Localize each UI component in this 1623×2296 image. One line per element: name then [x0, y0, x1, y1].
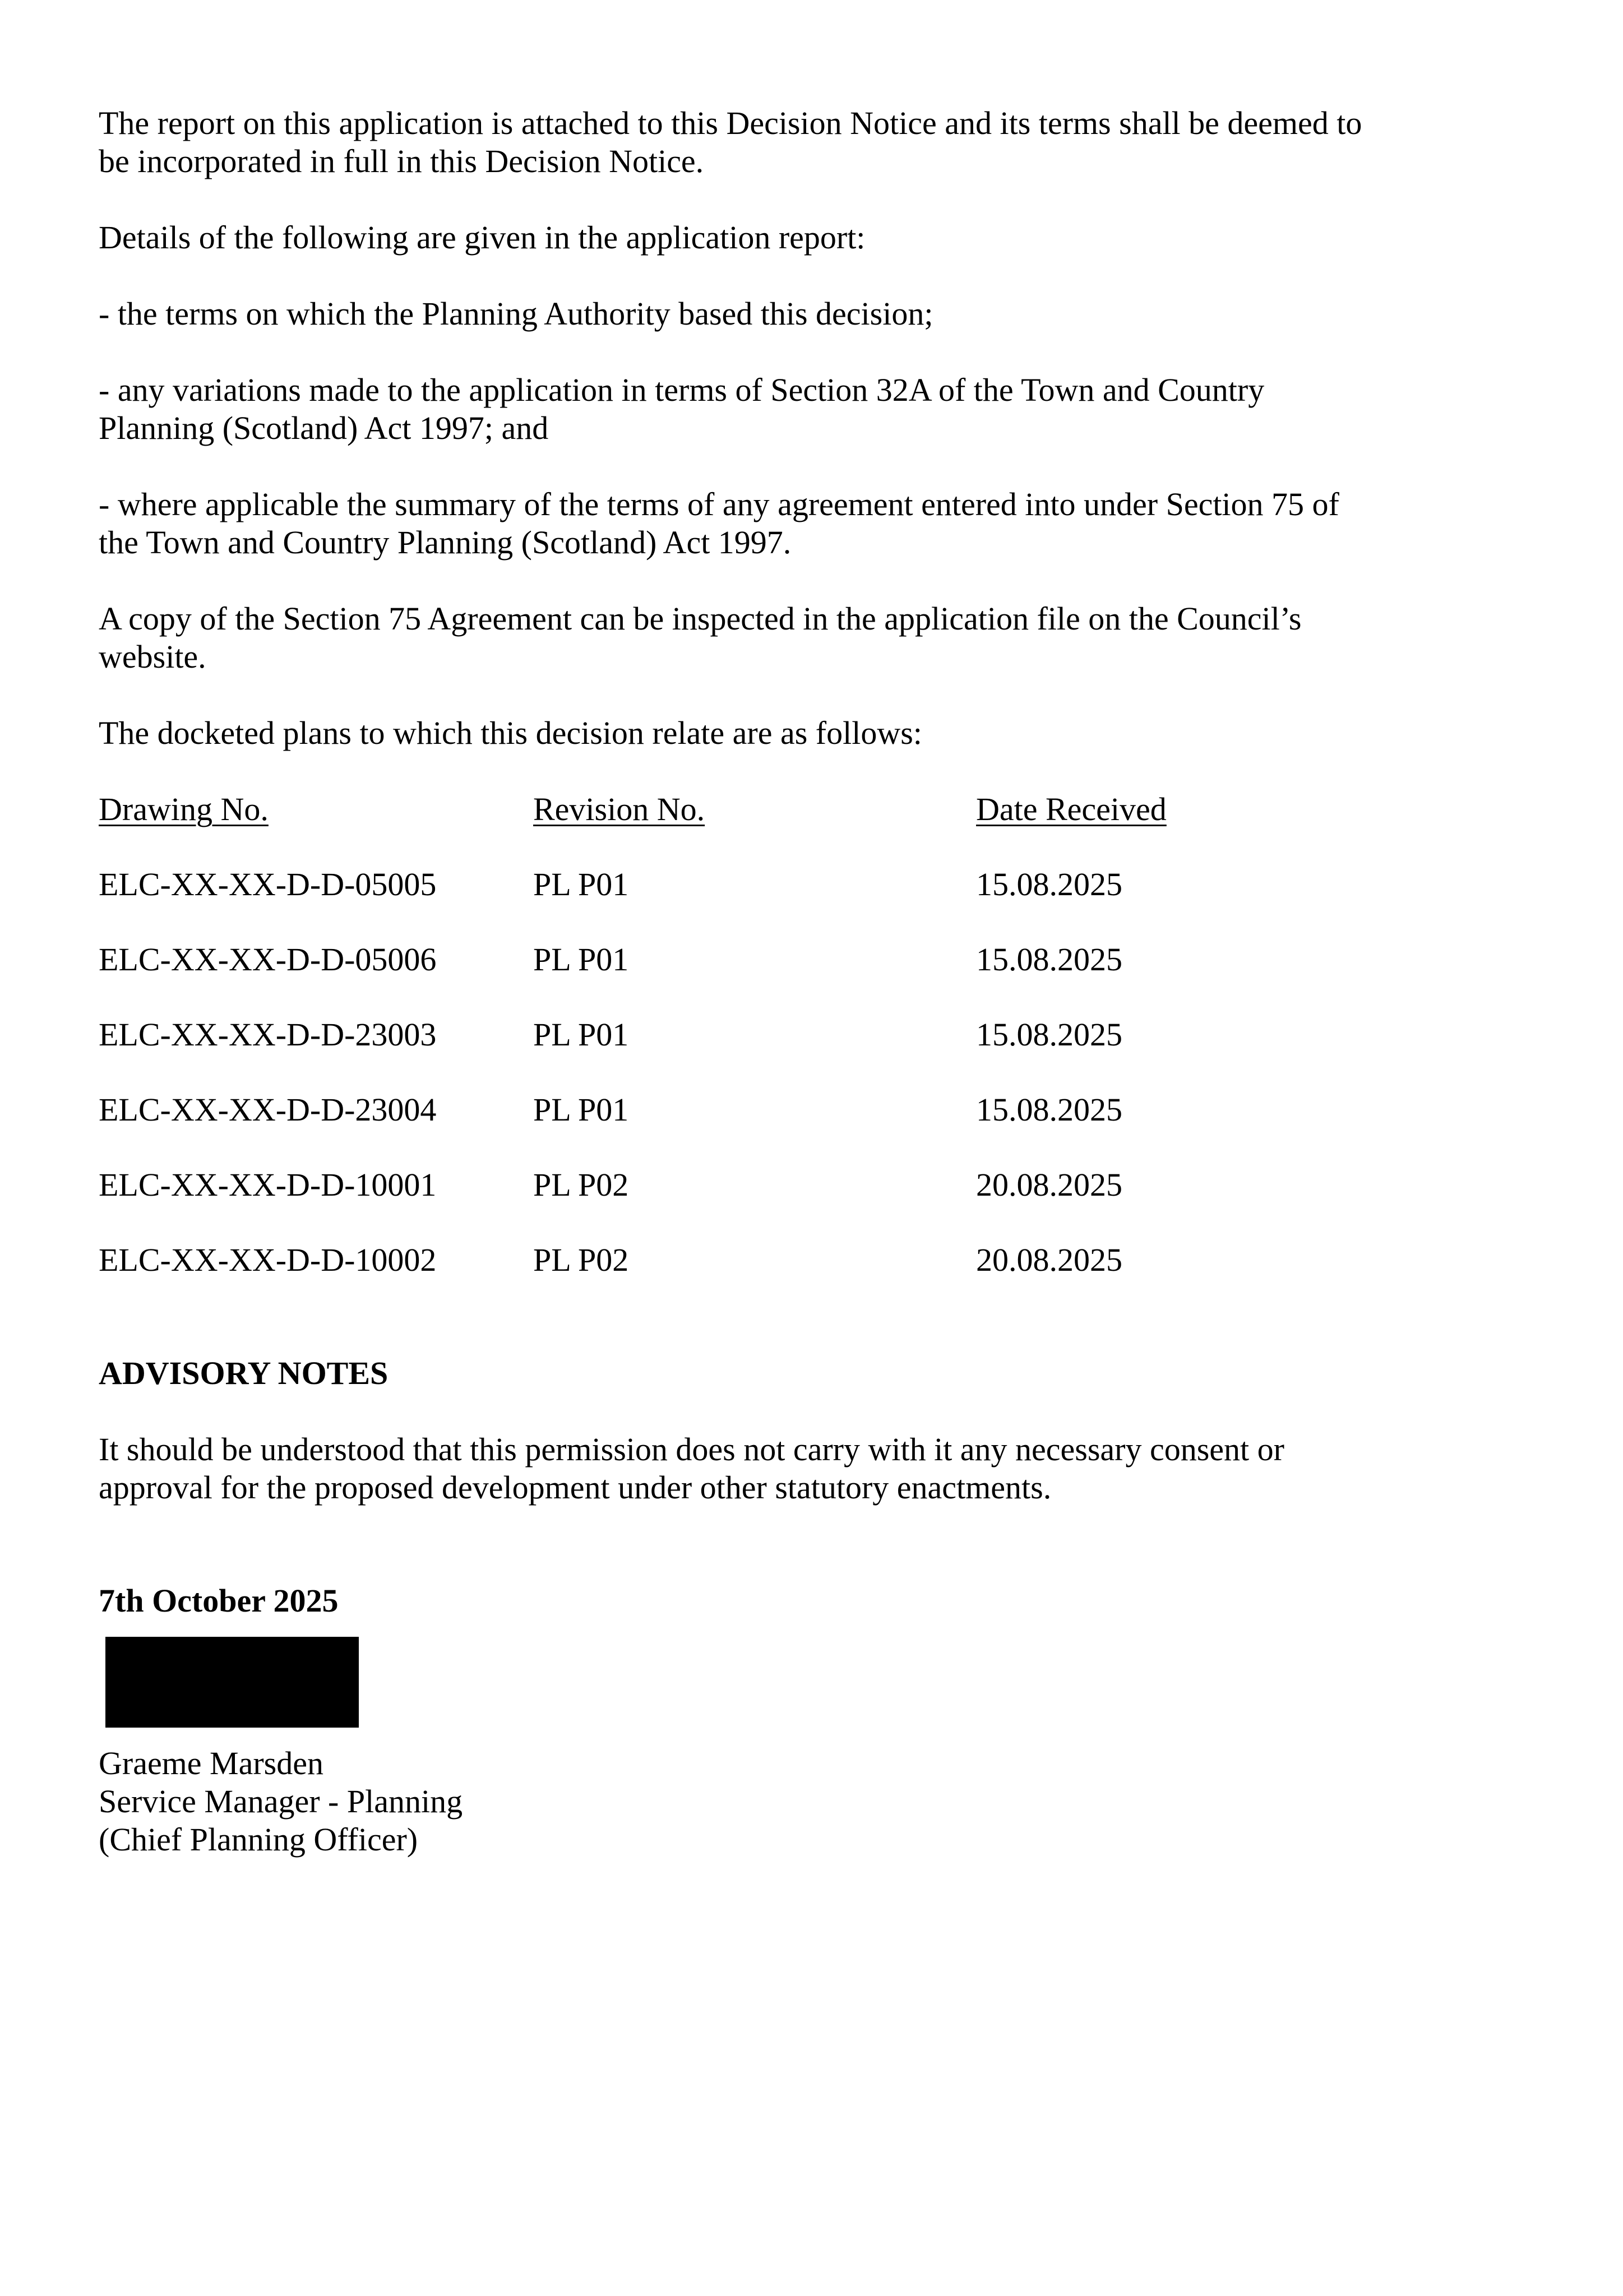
- variations-bullet-line-1: - any variations made to the application in terms of Section 32A of the Town and Country: [99, 372, 1265, 408]
- advisory-notes-text: [99, 1431, 1388, 1507]
- docketed-plans-table: [99, 790, 1388, 1279]
- revision-no-cell: PL P01: [533, 866, 629, 902]
- agreement-bullet-line-1: - where applicable the summary of the terms of any agreement entered into under Section 75 of: [99, 486, 1339, 522]
- revision-no-cell: PL P02: [533, 1242, 629, 1278]
- table-row: [99, 865, 1388, 904]
- drawing-no-cell: ELC-XX-XX-D-D-23003: [99, 1016, 437, 1053]
- decision-notice-page: [99, 104, 1388, 1859]
- drawing-no-cell: ELC-XX-XX-D-D-05006: [99, 941, 437, 978]
- redacted-signature: [105, 1637, 359, 1728]
- table-row: [99, 1166, 1388, 1204]
- section75-paragraph: [99, 600, 1388, 676]
- advisory-notes-line-2: approval for the proposed development under other statutory enactments.: [99, 1469, 1052, 1506]
- table-row: [99, 1241, 1388, 1279]
- date-received-cell: 20.08.2025: [976, 1166, 1122, 1203]
- header-revision-no: Revision No.: [533, 791, 705, 827]
- docketed-plans-intro: The docketed plans to which this decision relate are as follows:: [99, 715, 922, 751]
- signatory-role: Service Manager - Planning: [99, 1783, 463, 1820]
- date-received-cell: 15.08.2025: [976, 941, 1122, 978]
- revision-no-cell: PL P01: [533, 1091, 629, 1128]
- terms-bullet: - the terms on which the Planning Authority based this decision;: [99, 295, 933, 332]
- date-received-cell: 15.08.2025: [976, 1016, 1122, 1053]
- advisory-notes-heading: ADVISORY NOTES: [99, 1355, 389, 1391]
- agreement-bullet-line-2: the Town and Country Planning (Scotland) Act 1997.: [99, 524, 792, 561]
- section75-paragraph-line-2: website.: [99, 638, 206, 675]
- header-date-received: Date Received: [976, 791, 1167, 827]
- drawing-no-cell: ELC-XX-XX-D-D-23004: [99, 1091, 437, 1128]
- signatory-block: [99, 1744, 1388, 1859]
- variations-bullet-line-2: Planning (Scotland) Act 1997; and: [99, 410, 549, 446]
- details-intro: Details of the following are given in the application report:: [99, 219, 866, 256]
- agreement-bullet: [99, 485, 1388, 562]
- table-header-row: [99, 790, 1388, 828]
- section75-paragraph-line-1: A copy of the Section 75 Agreement can be inspected in the application file on the Council’s: [99, 600, 1302, 637]
- decision-date: 7th October 2025: [99, 1582, 339, 1619]
- drawing-no-cell: ELC-XX-XX-D-D-10002: [99, 1242, 437, 1278]
- signatory-title: (Chief Planning Officer): [99, 1821, 418, 1858]
- date-received-cell: 15.08.2025: [976, 1091, 1122, 1128]
- report-paragraph-line-2: be incorporated in full in this Decision Notice.: [99, 143, 704, 179]
- revision-no-cell: PL P01: [533, 941, 629, 978]
- date-received-cell: 15.08.2025: [976, 866, 1122, 902]
- table-row: [99, 941, 1388, 979]
- table-row: [99, 1091, 1388, 1129]
- advisory-notes-line-1: It should be understood that this permission does not carry with it any necessary consent or: [99, 1431, 1284, 1468]
- table-row: [99, 1016, 1388, 1054]
- header-drawing-no: Drawing No.: [99, 791, 269, 827]
- report-paragraph: [99, 104, 1388, 180]
- signatory-name: Graeme Marsden: [99, 1745, 323, 1781]
- report-paragraph-line-1: The report on this application is attached to this Decision Notice and its terms shall be deemed to: [99, 105, 1362, 141]
- drawing-no-cell: ELC-XX-XX-D-D-10001: [99, 1166, 437, 1203]
- date-received-cell: 20.08.2025: [976, 1242, 1122, 1278]
- variations-bullet: [99, 371, 1388, 447]
- revision-no-cell: PL P01: [533, 1016, 629, 1053]
- drawing-no-cell: ELC-XX-XX-D-D-05005: [99, 866, 437, 902]
- revision-no-cell: PL P02: [533, 1166, 629, 1203]
